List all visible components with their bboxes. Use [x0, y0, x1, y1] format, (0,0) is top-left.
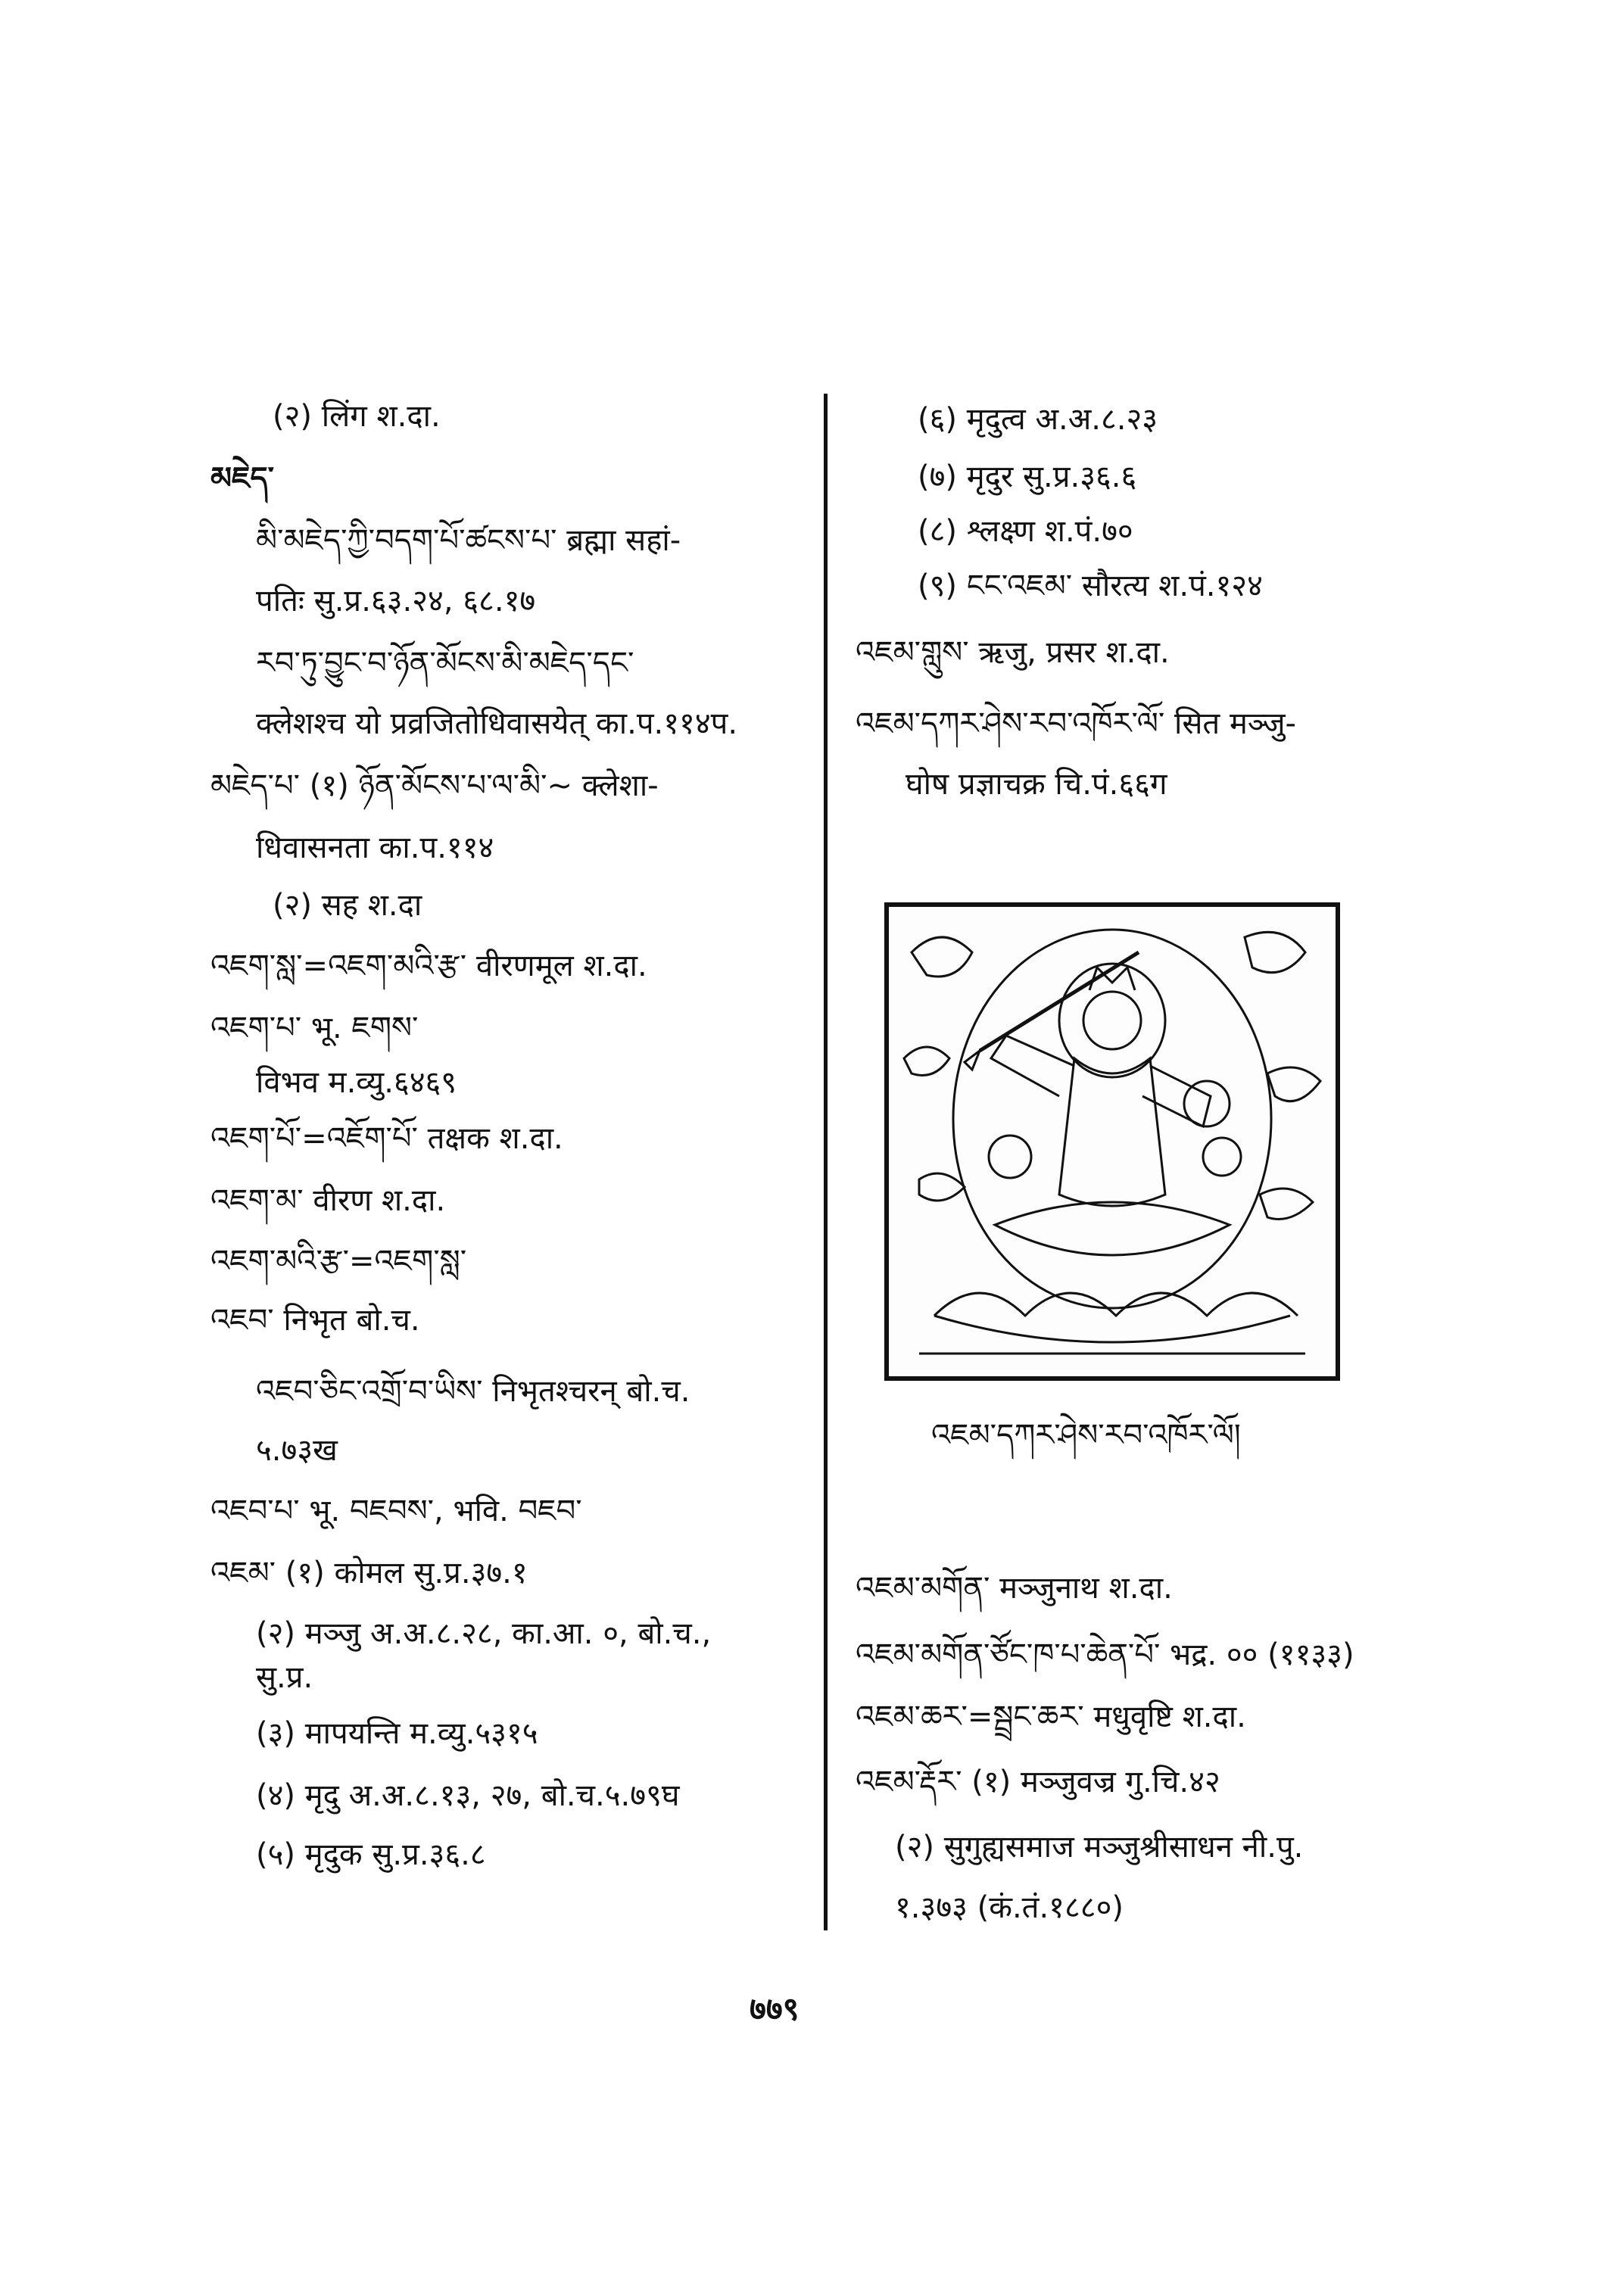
manjushri-drawing [889, 907, 1336, 1376]
left-line-12: विभव म.व्यु.६४६९ [256, 1065, 457, 1100]
left-line-4: पतिः सु.प्र.६३.२४, ६८.१७ [256, 584, 536, 618]
left-line-2: མཇེད་ [210, 461, 275, 496]
right-lower-line-6: १.३७३ (कं.तं.१८८०) [895, 1890, 1124, 1925]
right-line-2: (७) मृदुर सु.प्र.३६.६ [918, 460, 1137, 494]
left-line-3: མི་མཇེད་ཀྱི་བདག་པོ་ཚངས་པ་ ब्रह्मा सहां- [256, 523, 681, 558]
right-line-5: འཇམ་གླུས་ ऋजु, प्रसर श.दा. [856, 635, 1170, 670]
left-line-18: ५.७३ख [256, 1433, 338, 1468]
left-line-13: འཇག་པོ་=འཇོག་པོ་ तक्षक श.दा. [210, 1121, 563, 1156]
right-line-3: (८) श्लक्ष्ण श.पं.७० [918, 514, 1133, 549]
left-line-10: འཇག་སླ་=འཇག་མའི་རྩ་ वीरणमूल श.दा. [210, 949, 647, 983]
left-line-9: (२) सह श.दा [273, 888, 422, 923]
manjushri-illustration [884, 902, 1340, 1381]
right-line-1: (६) मृदुत्व अ.अ.८.२३ [918, 402, 1158, 437]
left-line-5: རབ་ཏུ་བྱུང་བ་ཉོན་མོངས་མི་མཇེད་དང་ [256, 646, 634, 681]
left-line-17: འཇབ་ཅིང་འགྲོ་བ་ཡིས་ निभृतश्चरन् बो.च. [256, 1374, 690, 1409]
left-line-21: (२) मञ्जु अ.अ.८.२८, का.आ. ०, बो.च., [256, 1616, 712, 1651]
right-lower-line-1: འཇམ་མགོན་ मञ्जुनाथ श.दा. [856, 1571, 1173, 1606]
right-line-4: (९) ངང་འཇམ་ सौरत्य श.पं.१२४ [918, 569, 1263, 603]
right-line-6: འཇམ་དཀར་ཤེས་རབ་འཁོར་ལོ་ सित मञ्जु- [856, 706, 1296, 741]
left-line-25: (५) मृदुक सु.प्र.३६.८ [256, 1837, 486, 1872]
right-lower-line-4: འཇམ་རྡོར་ (१) मञ्जुवज्र गु.चि.४२ [856, 1765, 1220, 1799]
left-line-19: འཇབ་པ་ भू. བཇབས་, भवि. བཇབ་ [210, 1494, 582, 1528]
right-line-7: घोष प्रज्ञाचक्र चि.पं.६६ग [906, 767, 1167, 802]
left-line-24: (४) मृदु अ.अ.८.१३, २७, बो.च.५.७९घ [256, 1778, 680, 1813]
column-divider [824, 394, 828, 1930]
left-line-14: འཇག་མ་ वीरण श.दा. [210, 1183, 446, 1218]
right-lower-line-3: འཇམ་ཆར་=སྦྲང་ཆར་ मधुवृष्टि श.दा. [856, 1699, 1246, 1734]
left-line-15: འཇག་མའི་རྩ་=འཇག་སླ་ [210, 1244, 467, 1279]
right-lower-line-5: (२) सुगुह्यसमाज मञ्जुश्रीसाधन नी.पु. [895, 1830, 1304, 1865]
left-line-1: (२) लिंग श.दा. [273, 399, 441, 434]
left-line-8: धिवासनता का.प.११४ [256, 830, 494, 865]
left-line-23: (३) मापयन्ति म.व्यु.५३१५ [256, 1716, 538, 1751]
left-line-7: མཇེད་པ་ (१) ཉོན་མོངས་པ་ལ་མི་~ क्लेशा- [210, 768, 659, 803]
right-lower-line-2: འཇམ་མགོན་ཙོང་ཁ་པ་ཆེན་པོ་ भद्र. ०० (११३३) [856, 1637, 1354, 1672]
figure-caption: འཇམ་དཀར་ཤེས་རབ་འཁོར་ལོ། [931, 1418, 1241, 1453]
page-number: ७७९ [750, 1990, 800, 2027]
left-line-6: क्लेशश्च यो प्रव्रजितोधिवासयेत् का.प.११४प. [256, 706, 738, 741]
left-line-22: सु.प्र. [256, 1660, 313, 1695]
left-line-11: འཇག་པ་ भू. ཇགས་ [210, 1011, 419, 1045]
left-line-20: འཇམ་ (१) कोमल सु.प्र.३७.१ [210, 1556, 528, 1590]
left-line-16: འཇབ་ निभृत बो.च. [210, 1303, 420, 1338]
